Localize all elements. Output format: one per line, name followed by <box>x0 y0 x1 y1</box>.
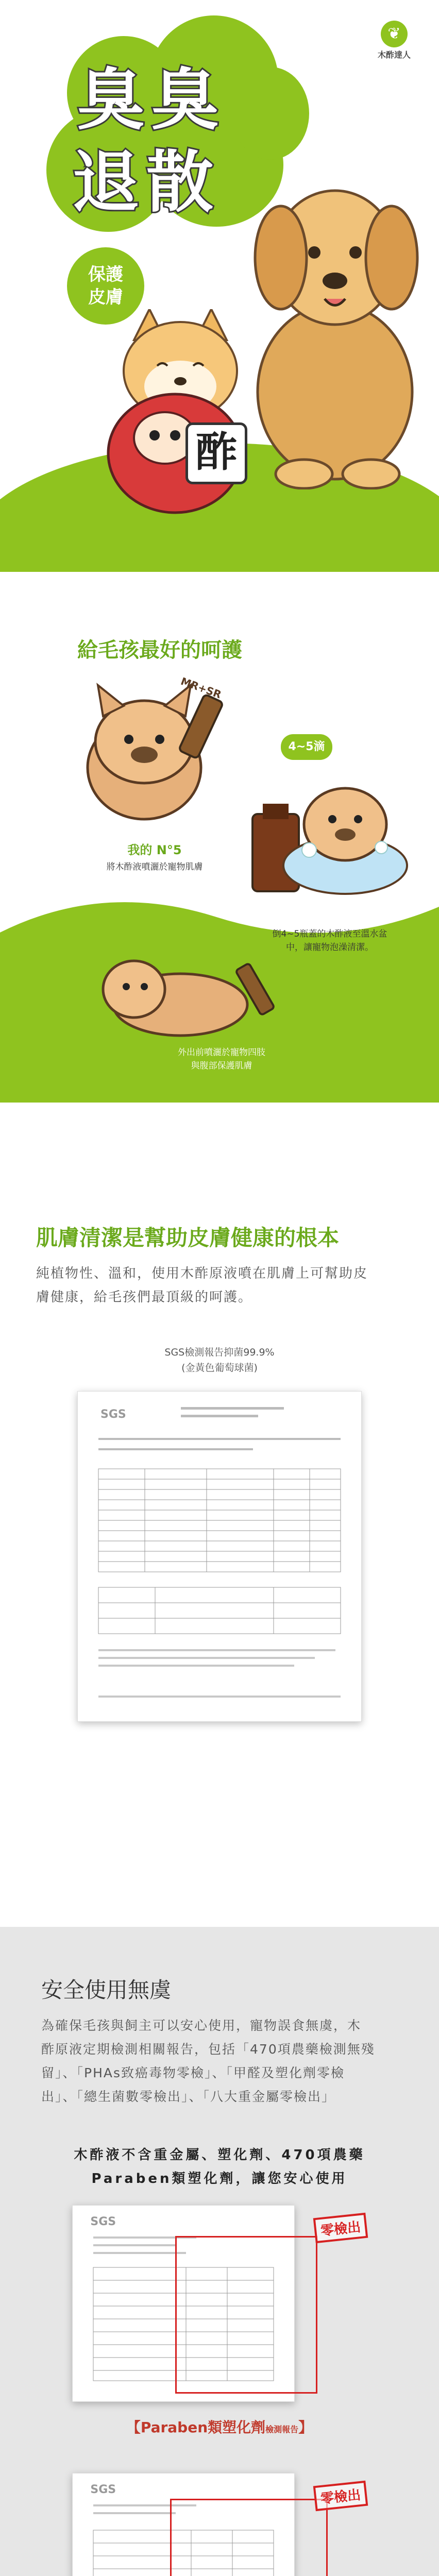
golden-retriever-illustration <box>242 170 428 489</box>
care-item3-line1: 外出前噴灑於寵物四肢 <box>178 1047 265 1058</box>
spray-bottle-label: MR+SR <box>179 674 223 701</box>
brand-logo <box>366 21 423 60</box>
sgs-antibacterial-report <box>77 1391 362 1722</box>
skin-body-line2: 膚健康，給毛孩們最頂級的呵護。 <box>36 1290 253 1305</box>
brand-logo-text: 木酢達人 <box>377 50 411 60</box>
skin-body-line1: 純植物性、溫和，使用木酢原液噴在肌膚上可幫助皮 <box>36 1266 368 1281</box>
care-item3-line2: 與腹部保護肌膚 <box>191 1061 252 1071</box>
hero-title-line2: 退散 <box>72 143 221 222</box>
care-section <box>0 572 439 1103</box>
bacteria-highlight-box <box>170 2499 328 2576</box>
safety-section-title: 安全使用無虞 <box>41 1977 172 2003</box>
report-caption-line1: SGS檢測報告抑菌99.9% <box>164 1347 275 1358</box>
safety-headline1-line1: 木酢液不含重金屬、塑化劑、470項農藥 <box>74 2147 365 2163</box>
safety-section <box>0 1927 439 2576</box>
safety-headline1-line2: Paraben類塑化劑，讓您安心使用 <box>91 2171 348 2187</box>
care-item2-line1: 倒4~5瓶蓋的木酢液至溫水盆 <box>272 929 387 939</box>
skin-health-section <box>0 1103 439 1927</box>
sgs-logo: SGS <box>100 1408 126 1421</box>
badge-line1: 保護 <box>88 264 123 285</box>
vinegar-sign: 酢 <box>185 422 247 484</box>
care-item1-text: 將木酢液噴灑於寵物肌膚 <box>106 862 203 872</box>
badge-line2: 皮膚 <box>88 287 123 308</box>
leaf-icon: ❦ <box>381 21 408 47</box>
report-caption-line2: (金黃色葡萄球菌) <box>181 1362 258 1374</box>
paraben-label-text: 【Paraben類塑化劑 <box>126 2419 266 2436</box>
paraben-report-label <box>0 2416 439 2437</box>
report-table-lines <box>78 1392 361 1721</box>
paraben-highlight-box <box>175 2236 317 2394</box>
bulldog-outdoor-illustration <box>93 943 289 1046</box>
drops-bubble: 4~5滴 <box>281 734 332 760</box>
care-item2-line2: 中，讓寵物泡澡清潔。 <box>286 942 374 953</box>
sgs-logo: SGS <box>90 2215 116 2228</box>
safety-body-line2: 酢原液定期檢測相關報告，包括「470項農藥檢測無殘 <box>41 2042 375 2057</box>
zero-detected-stamp: 零檢出 <box>313 2481 368 2511</box>
safety-body-line4: 出」、「總生菌數零檢出」、「八大重金屬零檢出」 <box>41 2089 336 2104</box>
skin-section-title: 肌膚清潔是幫助皮膚健康的根本 <box>36 1225 340 1250</box>
zero-detected-stamp: 零檢出 <box>313 2213 368 2243</box>
safety-body-line1: 為確保毛孩與飼主可以安心使用，寵物誤食無虞，木 <box>41 2018 362 2033</box>
paraben-label-end: 】 <box>298 2419 313 2436</box>
sgs-logo: SGS <box>90 2483 116 2496</box>
care-section-title: 給毛孩最好的呵護 <box>77 638 242 662</box>
hero-banner <box>0 0 439 572</box>
care-item1-title: 我的 N°5 <box>127 843 182 857</box>
bulldog-bath-illustration <box>242 747 412 902</box>
paraben-label-tag: 檢測報告 <box>265 2425 299 2434</box>
hero-title-line1: 臭臭 <box>77 61 226 139</box>
safety-body-line3: 留」、「PHAs致癌毒物零檢」、「甲醛及塑化劑零檢 <box>41 2065 345 2080</box>
